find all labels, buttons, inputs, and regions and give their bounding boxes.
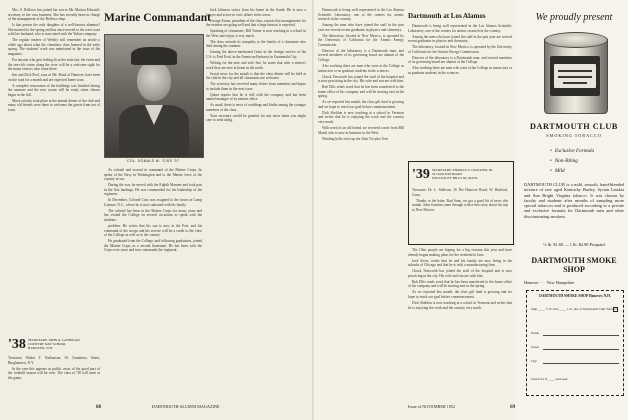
right-column-1 xyxy=(318,8,404,400)
paragraph: Among the men who have joined the staff in the past year are several recent graduates in physics and chemistry. xyxy=(318,23,404,32)
coupon-street-label: Street xyxy=(531,345,539,349)
class-39-box xyxy=(408,161,514,245)
class-year: '38 xyxy=(8,337,26,352)
paragraph: Quinn reports that he is still with the company and has been named manager of its eastern office. xyxy=(206,92,306,102)
paragraph: George Evans, president of the class, reports that arrangements for the reunion are going well and that a large turnout is expected. xyxy=(206,18,306,28)
feature-bullet: • Mild xyxy=(550,168,565,174)
right-column-2 xyxy=(408,24,512,156)
class-year: '39 xyxy=(412,167,430,182)
paragraph: The laboratory, located in New Mexico, is operated by the University of California for the Atomic Energy Commission. xyxy=(408,45,512,54)
paragraph: Much activity took place at the annual dinner of the club and many old friends were there to welcome the guests from out of town. xyxy=(8,98,100,112)
paragraph: Dartmouth is being well represented in the Los Alamos Scientific Laboratory, one of the centers for atomic research in the country. xyxy=(318,8,404,22)
issue-date: Issue of NOVEMBER 1952 xyxy=(408,404,456,409)
paragraph: Bob Ellis sends word that he has been transferred to the home office of his company and will be moving east in the spring. xyxy=(318,85,404,99)
brand-subtitle: SMOKING TOBACCO xyxy=(546,133,602,138)
class-39-intro xyxy=(412,188,508,240)
paragraph: With word of an old friend, we received a note from Bill Marsh who is now in business in the West. xyxy=(318,126,404,135)
tin-label-line xyxy=(558,70,592,72)
paragraph: The secretary has received many letters from members and hopes to include them in the next issue. xyxy=(206,82,306,91)
paragraph: Dartmouth is being well represented in the Los Alamos Scientific Laboratory, one of the centers for atomic research in the country. xyxy=(408,24,512,33)
order-coupon[interactable] xyxy=(526,290,624,396)
paragraph: As we reported last month, the class gift fund is growing and we hope to reach our goal before commencement. xyxy=(318,100,404,109)
ad-price: ½ lb. $1.60 — 1 lb. $2.90 Postpaid xyxy=(543,242,605,247)
secretary-line: SECRETARY, JOHN A. LANNIGAN xyxy=(27,338,80,342)
secretary-line: COUNTRY DAY SCHOOL xyxy=(27,342,67,347)
paragraph: Winding hollo twist up the John Tre plea Tree. xyxy=(322,136,389,141)
secretary-line: 30 JACKSON ROAD xyxy=(431,172,462,177)
paragraph: Social news for the month is that the class dinner will be held at the club in the city and all classmates are welcome. xyxy=(206,71,306,81)
paragraph: As we reported last month, the class gift fund is growing and we hope to reach our goal before commencement. xyxy=(408,290,512,299)
paragraph: Jack Sterry writes that he and his family are now living in the suburbs of Chicago and that he is with a manufacturing firm. xyxy=(408,258,512,268)
paragraph: For anyone who gets feeling fit at the state fair, the event and the sea-rich cruise along the river will be a welcome sight for the many visitors who come there. xyxy=(8,57,100,72)
ad-heading: We proudly present xyxy=(535,12,613,23)
class-38-notes xyxy=(8,356,100,400)
class-38-heading xyxy=(8,338,100,356)
paragraph: Speaking of classmates, Bill Turner is now teaching in a school in the West and enjoys it very much. xyxy=(206,29,306,38)
paragraph: Dick Sheldon is now teaching at a school in Vermont and writes that he is enjoying the work and the country very much. xyxy=(318,110,404,125)
coupon-checkbox[interactable] xyxy=(613,307,618,312)
coupon-city-field[interactable] xyxy=(543,363,619,364)
secretary-line: WELLESLEY HILLS 82, MASS. xyxy=(431,176,479,181)
paragraph: Chuck Tinsworth has joined the staff of the hospital and is now practicing in the city. His wife and son are with him. xyxy=(318,74,404,84)
paragraph: The regular readers of Weekly will remember an article a while ago about what the chemistry class learned in the early spring. The students' work was mentioned in the issue of the magazine. xyxy=(8,38,100,56)
coupon-street-field[interactable] xyxy=(543,349,619,350)
face-shape xyxy=(137,61,171,101)
paragraph: In the year this appears in public, most of the good part of the football season will be over. The class of '38 will meet at the game. xyxy=(8,366,100,380)
paragraph: Treasurer, Dr. L. Sullivan, 16 The Hanover Road, W. Hartford, Conn. xyxy=(412,188,508,197)
paragraph: Thanks to the letter, Bud Sims, we got a good bit of news this month. John Scanlon came through with a fine story about his trip to New Mexico. xyxy=(412,198,508,212)
paragraph: Treasurer, Walter T. Nathanson, 63 Cramberry Street, Binghamton, N.Y. xyxy=(8,356,100,365)
page-number: 69 xyxy=(510,405,516,410)
paragraph: A complete renovation of the buildings was finished during the summer and the new rooms will be ready when classes begin in the fall. xyxy=(8,83,100,97)
coupon-name-field[interactable] xyxy=(543,335,619,336)
paragraph: The laboratory, located in New Mexico, is operated by the University of California for the Atomic Energy Commission. xyxy=(318,33,404,47)
secretary-line: HANOVER, N.H. xyxy=(27,346,53,351)
page-number: 68 xyxy=(96,405,101,410)
paragraph: Mrs. A. Bellows has joined her son as Mr. Marion Edwards' secretary in her own business. She has recently been in charge of the management of the Bellows shop. xyxy=(8,8,100,22)
photo-caption: COL. DONALD M. 'CISS '37 xyxy=(126,159,180,163)
secretary-line: SECRETARY, THOMAS S. CROCKER, JR. xyxy=(431,168,494,172)
store-name: DARTMOUTH SMOKE SHOP xyxy=(531,256,617,274)
cap-shape xyxy=(131,47,177,65)
paragraph: The class extends its sympathy to the family of a classmate who died during the summer. xyxy=(206,39,306,49)
paragraph: As usual, there is news of weddings and births among the younger members of the class. xyxy=(206,103,306,112)
tin-label-line xyxy=(563,82,587,84)
paragraph: Dick Sheldon is now teaching at a school in Vermont and writes that he is enjoying the work and the country very much. xyxy=(408,300,512,310)
paragraph: Bob Ellis sends word that he has been transferred to the home office of his company and will be moving east in the spring. xyxy=(408,279,512,289)
paragraph: As colonel and second in command of the Marine Corps, he spoke of the Navy in Washington and to the Marine force of the country at sea. xyxy=(104,168,202,182)
left-column-2 xyxy=(104,168,202,400)
store-location: Hanover · · · New Hampshire xyxy=(524,280,575,285)
paragraph: Also working there are men who were at the College as instructors or as graduate students in the sciences. xyxy=(318,64,404,73)
paragraph: In December, Colonel Cuss was assigned to the forces at Camp Lejeune, N.C., where he is now stationed with his family. xyxy=(104,198,202,207)
paragraph: Jack Johnson writes from his home in the South. He is now a lawyer and active in civic affairs in his town. xyxy=(206,8,306,17)
class-39-notes xyxy=(408,248,512,400)
paragraph: Jim and Dick Pool, sons of Mr. Bond of Hanover, have been on the road for a month and are expected home soon. xyxy=(8,73,100,82)
feature-bullet: • Non-Biting xyxy=(550,158,578,164)
coupon-city-label: City xyxy=(531,359,537,363)
paragraph: Writing for the note and wife Sue, he states that after a winter's work they are now at home in the north. xyxy=(206,60,306,70)
coupon-ship-text: Ship ____ ½ lb. tins ____ 1 lb. tins of Dartmouth Club Tobacco. xyxy=(531,307,619,311)
paragraph: The colonel has been in the Marine Corps for many years and has visited the College on several occasions to speak with the students. xyxy=(104,208,202,222)
paragraph: Director of the laboratory is a Dartmouth man, and several members of its governing board are alumni of the College. xyxy=(408,55,512,65)
bullet-icon: • xyxy=(550,168,552,174)
left-column-3 xyxy=(206,8,306,400)
paragraph: problem. He writes that his son is now at the Fort, and his command of the troops and his service will be a credit to the class of the College as well as to the country. xyxy=(104,224,202,238)
tobacco-advertisement xyxy=(516,0,628,420)
bullet-icon: • xyxy=(550,148,552,154)
brand-name: DARTMOUTH CLUB xyxy=(530,122,618,131)
coupon-name-label: Name xyxy=(531,331,540,335)
feature-bullet: • Exclusive Formula xyxy=(550,148,595,154)
left-footer xyxy=(96,404,220,410)
bullet-icon: • xyxy=(550,158,552,164)
article-title: Marine Commandant xyxy=(104,12,212,24)
tin-lid xyxy=(544,32,608,48)
tin-label-line xyxy=(558,76,592,78)
magazine-name: DARTMOUTH ALUMNI MAGAZINE xyxy=(152,404,220,409)
class-39-heading xyxy=(412,168,493,186)
paragraph: Director of the laboratory is a Dartmouth man, and several members of its governing board are alumni of the College. xyxy=(318,48,404,62)
paragraph: He graduated from the College, and following graduation, joined the Marine Corps as a second lieutenant. He has been with the Corps ever since and now commands the regiment. xyxy=(104,239,202,253)
paragraph: The Ohio people are hoping for a big reunion this year and have already begun making plans for the weekend in June. xyxy=(408,248,512,257)
paragraph: Joining the above-mentioned firms in the foreign service of the U.S. is Fred Eval, in the American Embassy in Guatemala City. xyxy=(206,50,306,59)
paragraph: Your secretary would be grateful for any news items you might care to send along. xyxy=(206,113,306,123)
coupon-check-label: Check for $ ____ enclosed xyxy=(531,377,568,381)
paragraph: Chuck Tinsworth has joined the staff of the hospital and is now practicing in the city. His wife and son are with him. xyxy=(408,269,512,278)
portrait-photo xyxy=(104,34,204,158)
paragraph: Also working there are men who were at the College as instructors or as graduate students in the sciences. xyxy=(408,66,512,75)
article-title: Dartmouth at Los Alamos xyxy=(408,12,486,20)
paragraph: Among the men who have joined the staff in the past year are several recent graduates in physics and chemistry. xyxy=(408,34,512,44)
paragraph: During the war, he served with the Eighth Marines and took part in the first landings. He was commended for his leadership of the regiment. xyxy=(104,183,202,197)
paragraph: Is that person the only daughter of a well-known alumnus? She married in the spring and has since moved to the west coast with her husband, who is associated with the Yukon company. xyxy=(8,23,100,37)
tobacco-tin-image xyxy=(540,32,610,116)
coupon-title: DARTMOUTH SMOKE SHOP Hanover, N.H. xyxy=(539,294,611,298)
ad-body-copy: DARTMOUTH CLUB is a mild, smooth, hand-blended mixture of rare aged Kentucky Burley, Syrian Latakia and Sun Bright Virginia tobacco. It was chosen by faculty and students after months of sampling more special tobaccos and is produced according to a private and exclusive formula for Dartmouth men and other discriminating smokers. xyxy=(524,182,624,219)
right-footer xyxy=(408,404,515,410)
